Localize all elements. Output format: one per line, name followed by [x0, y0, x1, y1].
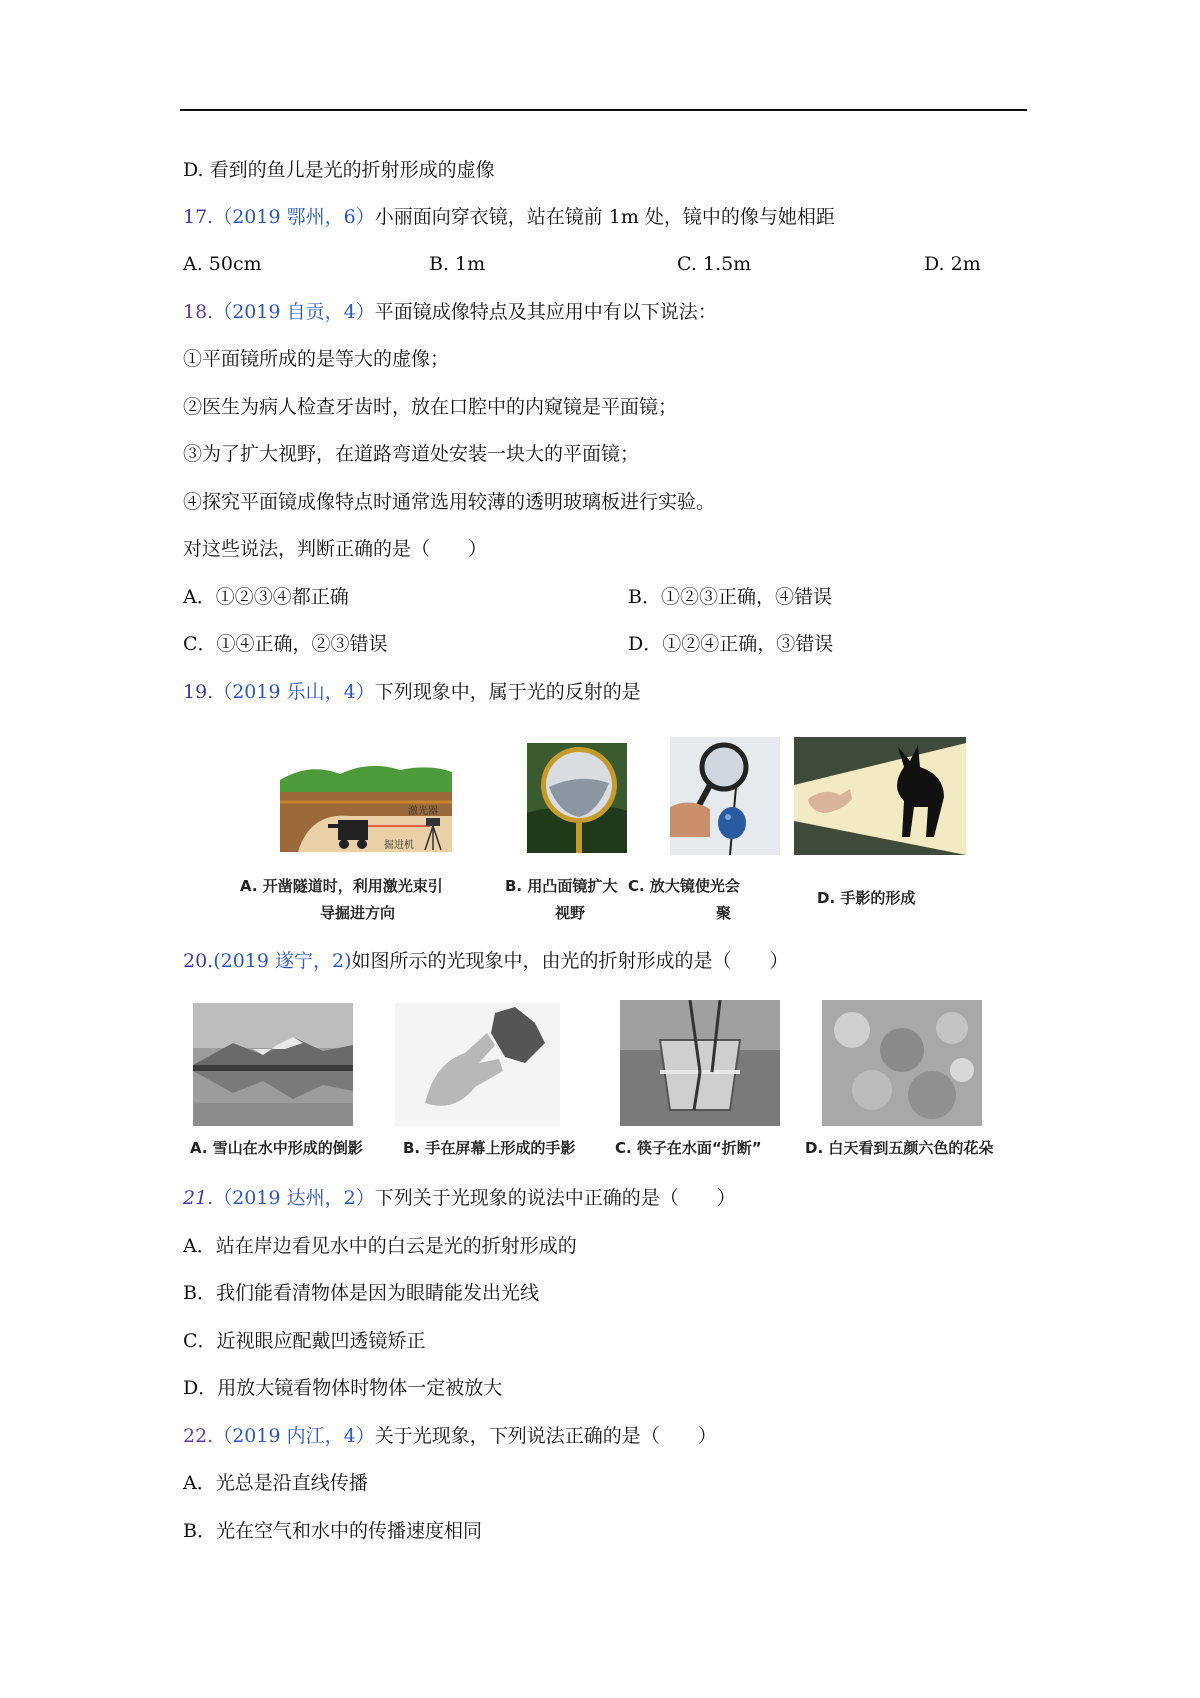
header-rule	[180, 109, 1027, 111]
q18-option-b: B．①②③正确，④错误	[628, 586, 832, 608]
q18-option-d: D．①②④正确，③错误	[628, 633, 834, 655]
question-source: （2019 达州，2）	[213, 1187, 375, 1209]
drill-label: 掘进机	[384, 840, 414, 851]
q20-figure-d-flowers	[822, 1000, 982, 1126]
question-source: （2019 鄂州，6）	[213, 206, 375, 228]
continuation-option-d: D. 看到的鱼儿是光的折射形成的虚像	[183, 159, 495, 181]
q19-figure-d-hand-shadow	[794, 737, 966, 855]
q17-option-c: C. 1.5m	[677, 253, 752, 275]
q18-option-a: A．①②③④都正确	[183, 586, 349, 608]
q19-caption-a-line2: 导掘进方向	[320, 904, 396, 922]
q19-figure-a-tunnel	[280, 760, 452, 852]
q19-caption-d: D. 手影的形成	[817, 889, 916, 907]
q21-option-d: D．用放大镜看物体时物体一定被放大	[183, 1377, 503, 1399]
q18-option-c: C．①④正确，②③错误	[183, 633, 388, 655]
q20-caption-b: B. 手在屏幕上形成的手影	[403, 1139, 576, 1157]
q20-figure-a-snow-mountain	[193, 1003, 353, 1126]
question-stem: 下列现象中，属于光的反射的是	[374, 681, 641, 703]
question-20	[183, 947, 789, 975]
q19-caption-c-line2: 聚	[716, 904, 732, 922]
q17-option-a: A. 50cm	[183, 253, 262, 275]
q19-caption-b-line1: B. 用凸面镜扩大	[505, 877, 618, 895]
question-stem: 关于光现象，下列说法正确的是（ ）	[374, 1425, 717, 1447]
question-stem: 平面镜成像特点及其应用中有以下说法：	[374, 301, 717, 323]
question-source: （2019 乐山，4）	[213, 681, 375, 703]
q19-figure-c-magnifier	[670, 737, 780, 855]
q22-option-a: A．光总是沿直线传播	[183, 1472, 368, 1494]
q18-statement-4: ④探究平面镜成像特点时通常选用较薄的透明玻璃板进行实验。	[183, 491, 716, 513]
q19-caption-b-line2: 视野	[555, 904, 586, 922]
question-number: 22.	[183, 1425, 214, 1447]
q20-caption-c: C. 筷子在水面“折断”	[615, 1139, 762, 1157]
q20-caption-d: D. 白天看到五颜六色的花朵	[805, 1139, 994, 1157]
q20-figure-c-chopsticks	[620, 1000, 780, 1126]
question-source: (2019 遂宁，2)	[213, 950, 352, 972]
q17-option-d: D. 2m	[924, 253, 981, 275]
question-number: 21.	[183, 1187, 214, 1209]
question-stem: 如图所示的光现象中，由光的折射形成的是（ ）	[351, 950, 789, 972]
q21-option-b: B．我们能看清物体是因为眼睛能发出光线	[183, 1282, 539, 1304]
q18-question: 对这些说法，判断正确的是（ ）	[183, 538, 488, 560]
question-source: （2019 自贡，4）	[213, 301, 375, 323]
q18-statement-1: ①平面镜所成的是等大的虚像；	[183, 348, 450, 370]
laser-label: 激光器	[408, 806, 438, 817]
question-stem: 下列关于光现象的说法中正确的是（ ）	[374, 1187, 736, 1209]
q19-caption-c-line1: C. 放大镜使光会	[628, 877, 740, 895]
q17-option-b: B. 1m	[429, 253, 486, 275]
question-source: （2019 内江，4）	[213, 1425, 375, 1447]
q20-caption-a: A. 雪山在水中形成的倒影	[190, 1139, 363, 1157]
question-number: 20.	[183, 950, 214, 972]
question-22	[183, 1422, 717, 1450]
q20-figure-b-hand-shadow	[395, 1003, 560, 1126]
question-21	[183, 1184, 736, 1212]
question-17	[183, 203, 835, 231]
question-stem: 小丽面向穿衣镜，站在镜前 1m 处，镜中的像与她相距	[374, 206, 835, 228]
question-number: 18.	[183, 301, 214, 323]
q18-statement-3: ③为了扩大视野，在道路弯道处安装一块大的平面镜；	[183, 443, 640, 465]
q19-figure-b-convex-mirror	[527, 743, 627, 853]
question-number: 19.	[183, 681, 214, 703]
question-19	[183, 678, 641, 706]
q21-option-a: A．站在岸边看见水中的白云是光的折射形成的	[183, 1235, 577, 1257]
q18-statement-2: ②医生为病人检查牙齿时，放在口腔中的内窥镜是平面镜；	[183, 396, 678, 418]
q21-option-c: C．近视眼应配戴凹透镜矫正	[183, 1330, 426, 1352]
question-18	[183, 298, 717, 326]
q22-option-b: B．光在空气和水中的传播速度相同	[183, 1520, 482, 1542]
q19-caption-a-line1: A. 开凿隧道时，利用激光束引	[240, 877, 443, 895]
question-number: 17.	[183, 206, 214, 228]
